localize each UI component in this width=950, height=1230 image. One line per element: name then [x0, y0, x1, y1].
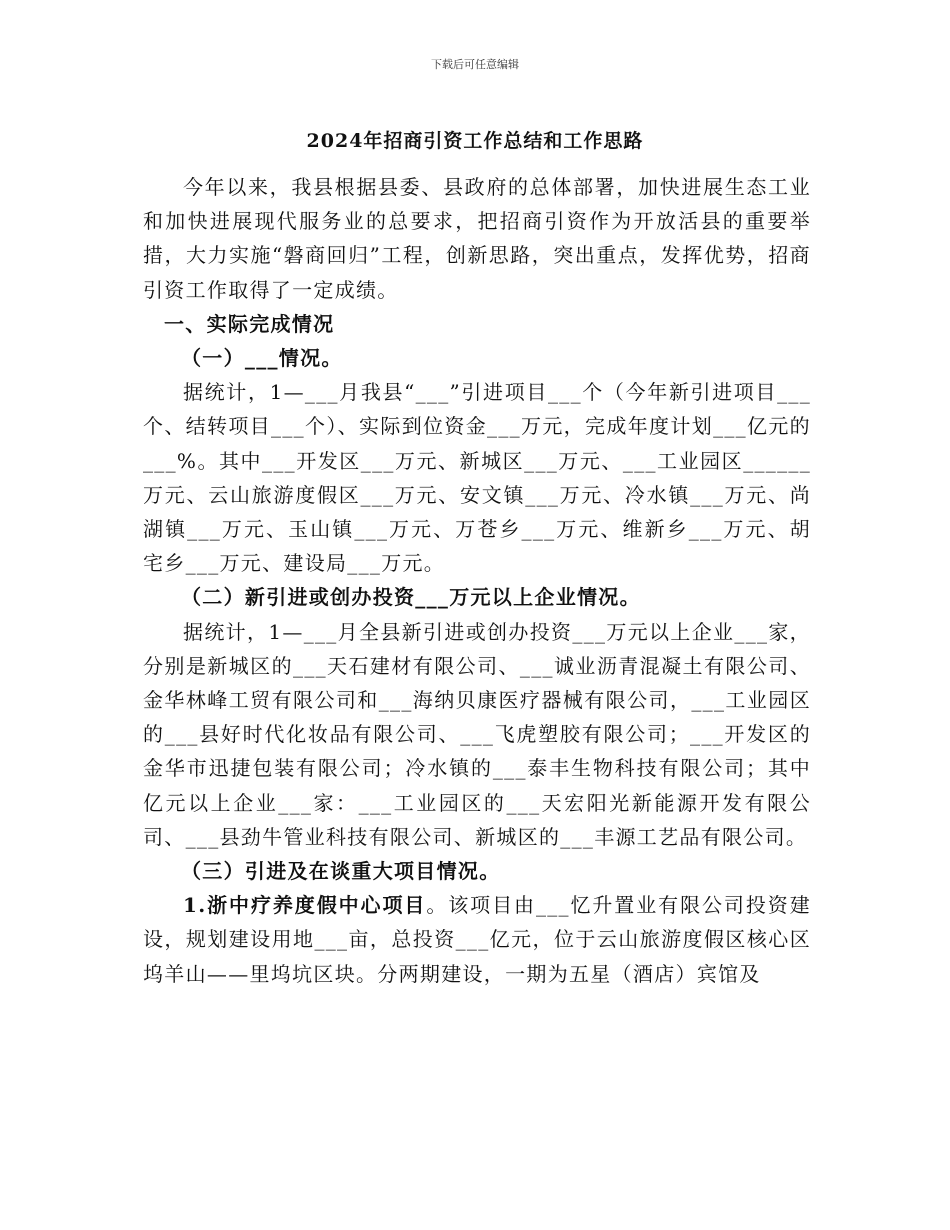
section-heading: 一、实际完成情况 — [164, 311, 335, 336]
project-title-1: 1.浙中疗养度假中心项目 — [183, 893, 427, 918]
subsection-paragraph-2: 据统计，1—___月全县新引进或创办投资___万元以上企业___家，分别是新城区的___天石建材有限公司、___诚业沥青混凝土有限公司、金华林峰工贸有限公司和___海纳贝康医疗器械有限公司，___工业园区的___县好时代化妆品有限公司、___飞虎塑胶有限公司；___开发区的金华市迅捷包装有限公司；冷水镇的___泰丰生物科技有限公司；其中亿元以上企业___家：___工业园区的___天宏阳光新能源开发有限公司、___县劲牛管业科技有限公司、新城区的___丰源工艺品有限公司。 — [143, 619, 811, 849]
project-paragraph-1 — [143, 888, 811, 991]
subsection-heading-1: （一）___情况。 — [181, 346, 343, 371]
document-body — [143, 170, 811, 991]
subsection-heading-2: （二）新引进或创办投资___万元以上企业情况。 — [181, 585, 641, 610]
subsection-heading-3: （三）引进及在谈重大项目情况。 — [181, 859, 501, 884]
project-text-1: 。该项目由___忆升置业有限公司投资建设，规划建设用地___亩，总投资___亿元，位于云山旅游度假区核心区坞羊山——里坞坑区块。分两期建设，一期为五星（酒店）宾馆及 — [143, 893, 811, 986]
document-title: 2024年招商引资工作总结和工作思路 — [306, 130, 644, 152]
subsection-paragraph-1: 据统计，1—___月我县“___”引进项目___个（今年新引进项目___个、结转项目___个）、实际到位资金___万元，完成年度计划___亿元的___%。其中___开发区___万元、新城区___万元、___工业园区______万元、云山旅游度假区___万元、安文镇___万元、冷水镇___万元、尚湖镇___万元、玉山镇___万元、万苍乡___万元、维新乡___万元、胡宅乡___万元、建设局___万元。 — [143, 380, 811, 576]
intro-paragraph: 今年以来，我县根据县委、县政府的总体部署，加快进展生态工业和加快进展现代服务业的总要求，把招商引资作为开放活县的重要举措，大力实施“磐商回归”工程，创新思路，突出重点，发挥优势，招商引资工作取得了一定成绩。 — [143, 175, 811, 302]
page-header-note: 下载后可任意编辑 — [431, 58, 519, 71]
